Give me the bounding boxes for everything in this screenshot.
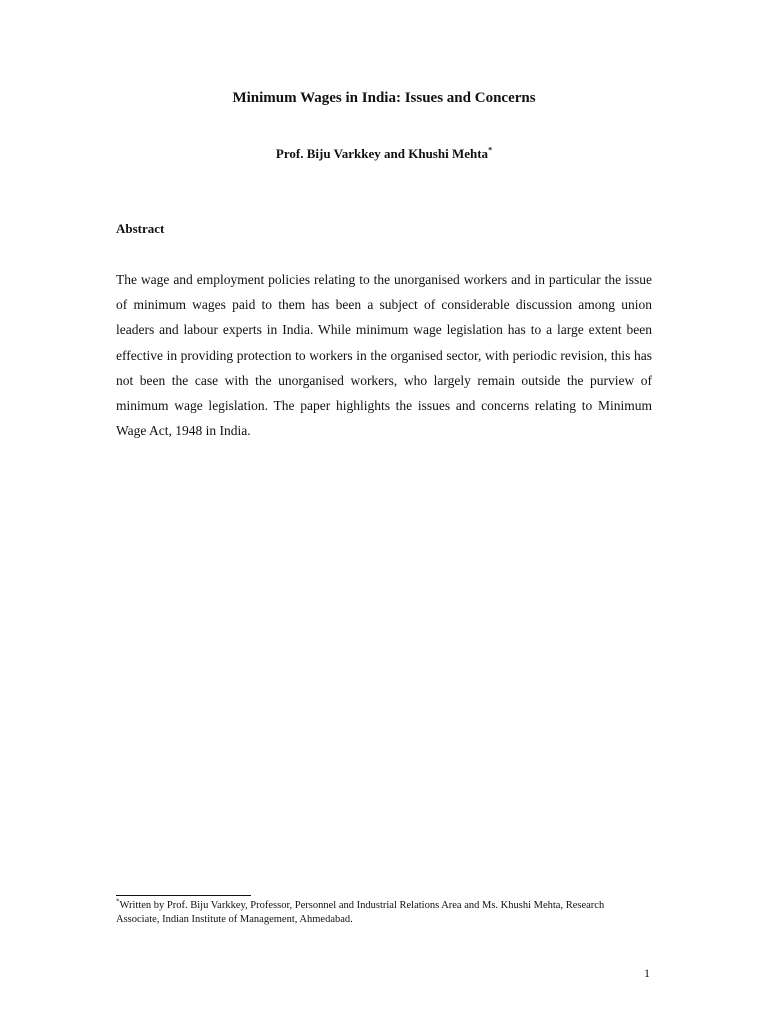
footnote-separator — [116, 895, 251, 896]
author-footnote-marker: * — [488, 145, 493, 155]
paper-authors — [0, 145, 768, 163]
footnote-text: Written by Prof. Biju Varkkey, Professor, Personnel and Industrial Relations Area and Ms. Khushi Mehta, Research Associate, Indian Institute of Management, Ahmedabad. — [116, 900, 605, 925]
authors-text: Prof. Biju Varkkey and Khushi Mehta — [275, 146, 489, 161]
page-number: 1 — [644, 966, 650, 980]
abstract-heading: Abstract — [116, 221, 165, 236]
footnote-marker: * — [116, 897, 120, 906]
footnote — [116, 899, 646, 927]
abstract-body: The wage and employment policies relating to the unorganised workers and in particular the issue of minimum wages paid to them has been a subject of considerable discussion among union leaders and labour experts in India. While minimum wage legislation has to a large extent been effective in providing protection to workers in the organised sector, with periodic revision, this has not been the case with the unorganised workers, who largely remain outside the purview of minimum wage legislation. The paper highlights the issues and concerns relating to Minimum Wage Act, 1948 in India. — [116, 272, 652, 439]
paper-title: Minimum Wages in India: Issues and Concerns — [232, 90, 536, 106]
